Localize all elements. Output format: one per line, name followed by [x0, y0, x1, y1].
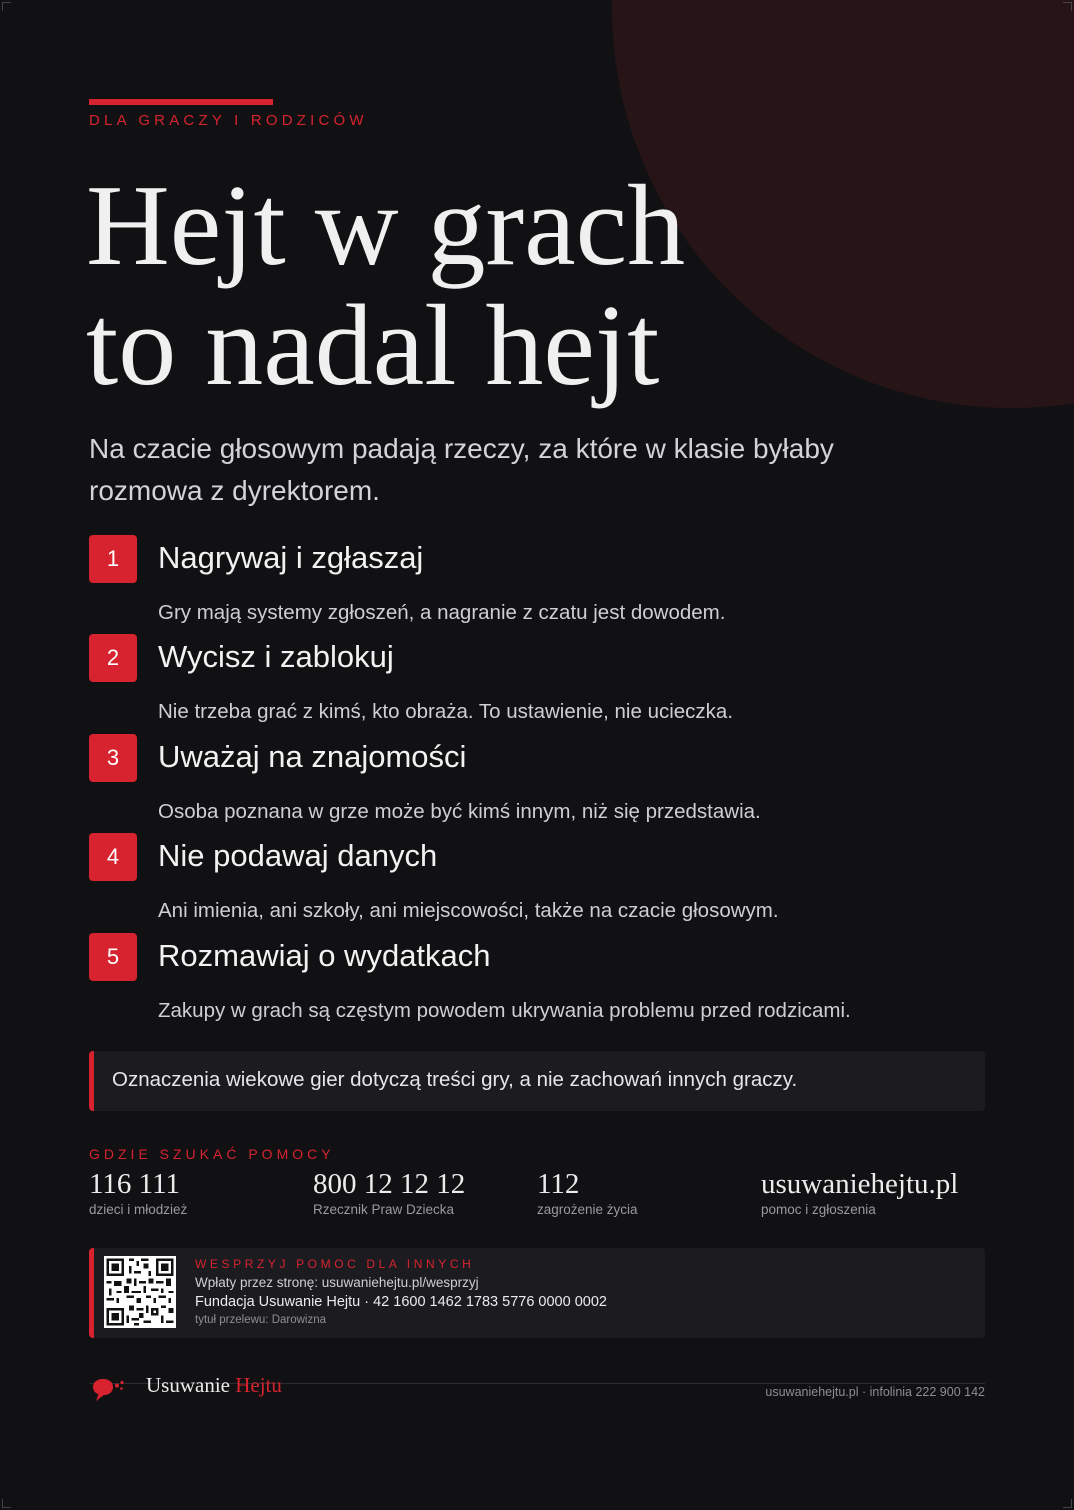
contact-item: [537, 1166, 638, 1218]
steps-list: [89, 535, 989, 1032]
contact-label: zagrożenie życia: [537, 1202, 638, 1217]
support-heading: WESPRZYJ POMOC DLA INNYCH: [195, 1257, 475, 1271]
contact-item: [313, 1166, 465, 1218]
title-line-1: Hejt w grach: [86, 162, 686, 290]
step-item: [89, 634, 989, 733]
contact-item: [761, 1166, 958, 1218]
contact-phone-rpd[interactable]: 800 12 12 12: [313, 1168, 466, 1200]
age-rating-note: [89, 1051, 985, 1111]
brand-accent: Hejtu: [235, 1373, 282, 1397]
step-item: [89, 833, 989, 932]
step-description: Nie trzeba grać z kimś, kto obraża. To ustawienie, nie ucieczka.: [158, 700, 734, 724]
step-description: Osoba poznana w grze może być kimś innym, niż się przedstawia.: [158, 799, 761, 823]
speech-bubble-icon: [92, 1376, 126, 1404]
footer-contact: usuwaniehejtu.pl · infolinia 222 900 142: [765, 1385, 985, 1399]
lead-text: Na czacie głosowym padają rzeczy, za które w klasie byłaby rozmowa z dyrektorem.: [89, 433, 834, 506]
crop-mark: [2, 2, 11, 11]
transfer-title: tytuł przelewu: Darowizna: [195, 1314, 327, 1326]
contact-phone-116111[interactable]: 116 111: [89, 1168, 181, 1200]
note-text: Oznaczenia wiekowe gier dotyczą treści gry, a nie zachowań innych graczy.: [112, 1068, 798, 1091]
brand-logo-text: [146, 1373, 282, 1398]
step-item: [89, 734, 989, 833]
step-number-badge: 2: [89, 634, 137, 682]
crop-mark: [2, 1499, 11, 1508]
title-line-2: to nadal hejt: [86, 282, 660, 410]
crop-mark: [1063, 1499, 1072, 1508]
contact-label: Rzecznik Praw Dziecka: [313, 1202, 455, 1217]
contact-website-link[interactable]: usuwaniehejtu.pl: [761, 1168, 959, 1200]
contact-phone-112[interactable]: 112: [537, 1168, 580, 1200]
step-description: Gry mają systemy zgłoszeń, a nagranie z czatu jest dowodem.: [158, 601, 726, 624]
help-heading: GDZIE SZUKAĆ POMOCY: [89, 1146, 335, 1162]
step-number-badge: 1: [89, 535, 137, 583]
step-title: Nagrywaj i zgłaszaj: [158, 540, 424, 575]
step-title: Wycisz i zablokuj: [158, 639, 394, 675]
step-title: Uważaj na znajomości: [158, 738, 467, 774]
step-title: Nie podawaj danych: [158, 838, 438, 874]
step-description: Ani imienia, ani szkoły, ani miejscowości, także na czacie głosowym.: [158, 899, 779, 923]
bank-account: Fundacja Usuwanie Hejtu · 42 1600 1462 1783 5776 0000 0002: [195, 1294, 607, 1310]
crop-mark: [1063, 2, 1072, 11]
step-number-badge: 4: [89, 833, 137, 881]
step-item: [89, 535, 989, 634]
step-number-badge: 3: [89, 734, 137, 782]
contact-item: [89, 1166, 187, 1218]
contact-label: pomoc i zgłoszenia: [761, 1202, 876, 1217]
qr-code-icon[interactable]: [104, 1256, 176, 1328]
step-number-badge: 5: [89, 933, 137, 981]
page-title: [86, 162, 686, 410]
eyebrow-label: DLA GRACZY I RODZICÓW: [89, 112, 368, 129]
contact-label: dzieci i młodzież: [89, 1202, 188, 1217]
step-title: Rozmawiaj o wydatkach: [158, 937, 491, 973]
eyebrow-accent-bar: [89, 99, 273, 105]
step-description: Zakupy w grach są częstym powodem ukrywania problemu przed rodzicami.: [158, 998, 851, 1022]
brand-main: Usuwanie: [146, 1373, 236, 1397]
donation-url[interactable]: Wpłaty przez stronę: usuwaniehejtu.pl/wesprzyj: [195, 1275, 479, 1290]
step-item: [89, 933, 989, 1032]
support-panel: [89, 1248, 985, 1338]
